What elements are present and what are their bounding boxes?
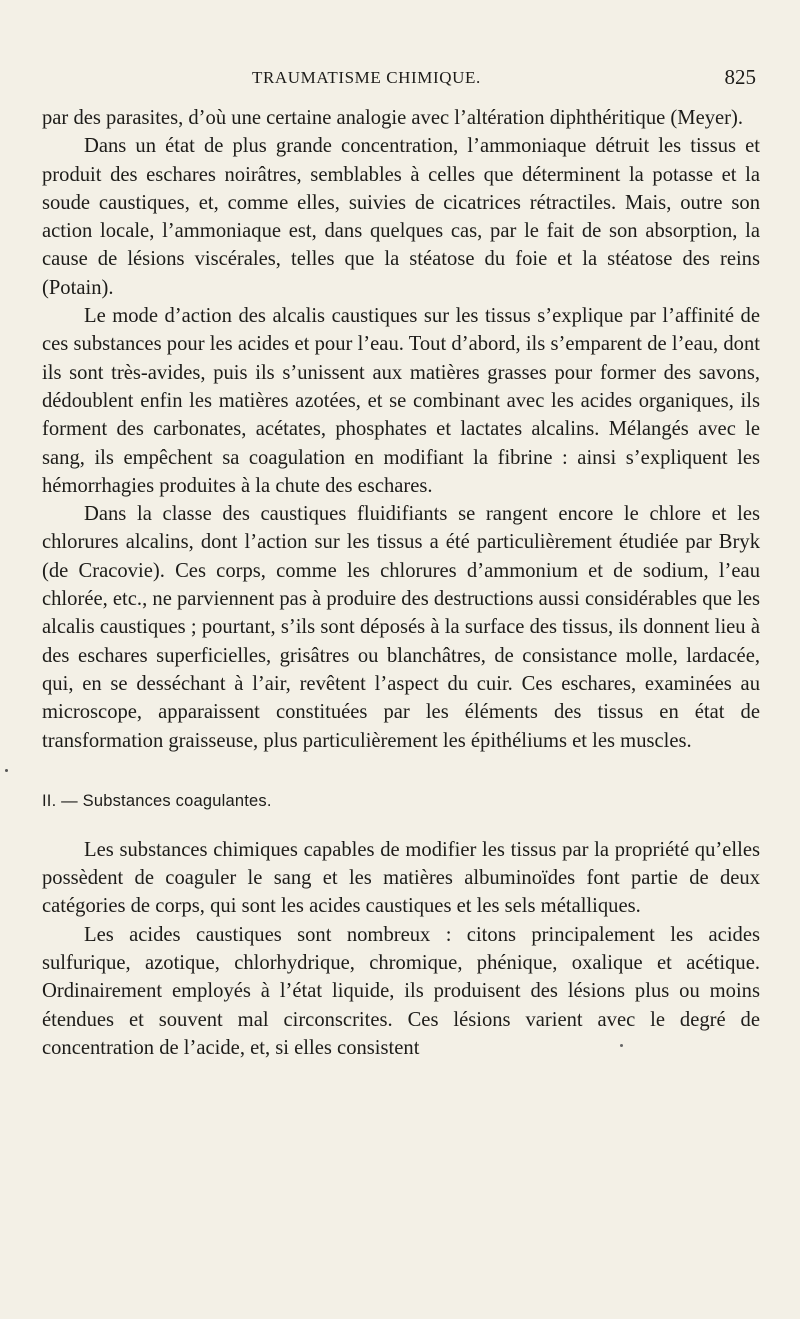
margin-mark xyxy=(620,1044,623,1047)
running-title: TRAUMATISME CHIMIQUE. xyxy=(252,68,481,87)
paragraph-substances-chimiques: Les substances chimiques capables de modifier les tissus par la propriété qu’elles possèdent de coaguler le sang et les matières albuminoïdes font partie de deux catégories de corps, qui sont les acides caustiques et les sels métalliques. xyxy=(42,838,760,918)
paragraph-mode-action: Le mode d’action des alcalis caustiques sur les tissus s’explique par l’affinité de ces substances pour les acides et pour l’eau. Tout d’abord, ils s’emparent de l’eau, dont ils sont très-avides, puis ils s’unissent aux matières grasses pour former des savons, dédoublent enfin les matières azotées, et se combinant avec les acides organiques, ils forment des carbonates, acétates, phosphates et lactates alcalins. Mélangés avec le sang, ils empêchent sa coagulation en modifiant la fibrine : ainsi s’expliquent les hémorrhagies produites à la chute des eschares. xyxy=(42,305,760,497)
running-head xyxy=(0,65,800,94)
paragraph-continuation: par des parasites, d’où une certaine analogie avec l’altération diphthéritique (Meyer). xyxy=(42,107,744,129)
paragraph-ammoniaque: Dans un état de plus grande concentration, l’ammoniaque détruit les tissus et produit des eschares noirâtres, semblables à celles que déterminent la potasse et la soude caustiques, et, comme elles, suivies de cicatrices rétractiles. Mais, outre son action locale, l’ammoniaque est, dans quelques cas, par le fait de son absorption, la cause de lésions viscérales, telles que la stéatose du foie et la stéatose des reins (Potain). xyxy=(42,135,760,299)
section-spacer xyxy=(42,812,760,836)
body-text xyxy=(42,104,760,1062)
paragraph-acides-caustiques: Les acides caustiques sont nombreux : citons principalement les acides sulfurique, azotique, chlorhydrique, chromique, phénique, oxalique et acétique. Ordinairement employés à l’état liquide, ils produisent des lésions plus ou moins étendues et souvent mal circonscrites. Ces lésions varient avec le degré de concentration de l’acide, et, si elles consistent xyxy=(42,923,760,1059)
paragraph-chlore: Dans la classe des caustiques fluidifiants se rangent encore le chlore et les chlorures alcalins, dont l’action sur les tissus a été particulièrement étudiée par Bryk (de Cracovie). Ces corps, comme les chlorures d’ammonium et de sodium, l’eau chlorée, etc., ne parviennent pas à produire des destructions aussi considérables que les alcalis caustiques ; pourtant, s’ils sont déposés à la surface des tissus, ils donnent lieu à des eschares superficielles, grisâtres ou blanchâtres, de consistance molle, lardacée, qui, en se desséchant à l’air, revêtent l’aspect du cuir. Ces eschares, examinées au microscope, apparaissent constituées par les éléments des tissus en état de transformation graisseuse, plus particulièrement les épithéliums et les muscles. xyxy=(42,503,760,752)
section-heading: II. — Substances coagulantes. xyxy=(42,791,272,810)
margin-mark xyxy=(5,769,8,772)
page-number: 825 xyxy=(724,65,756,89)
section-spacer xyxy=(42,755,760,790)
